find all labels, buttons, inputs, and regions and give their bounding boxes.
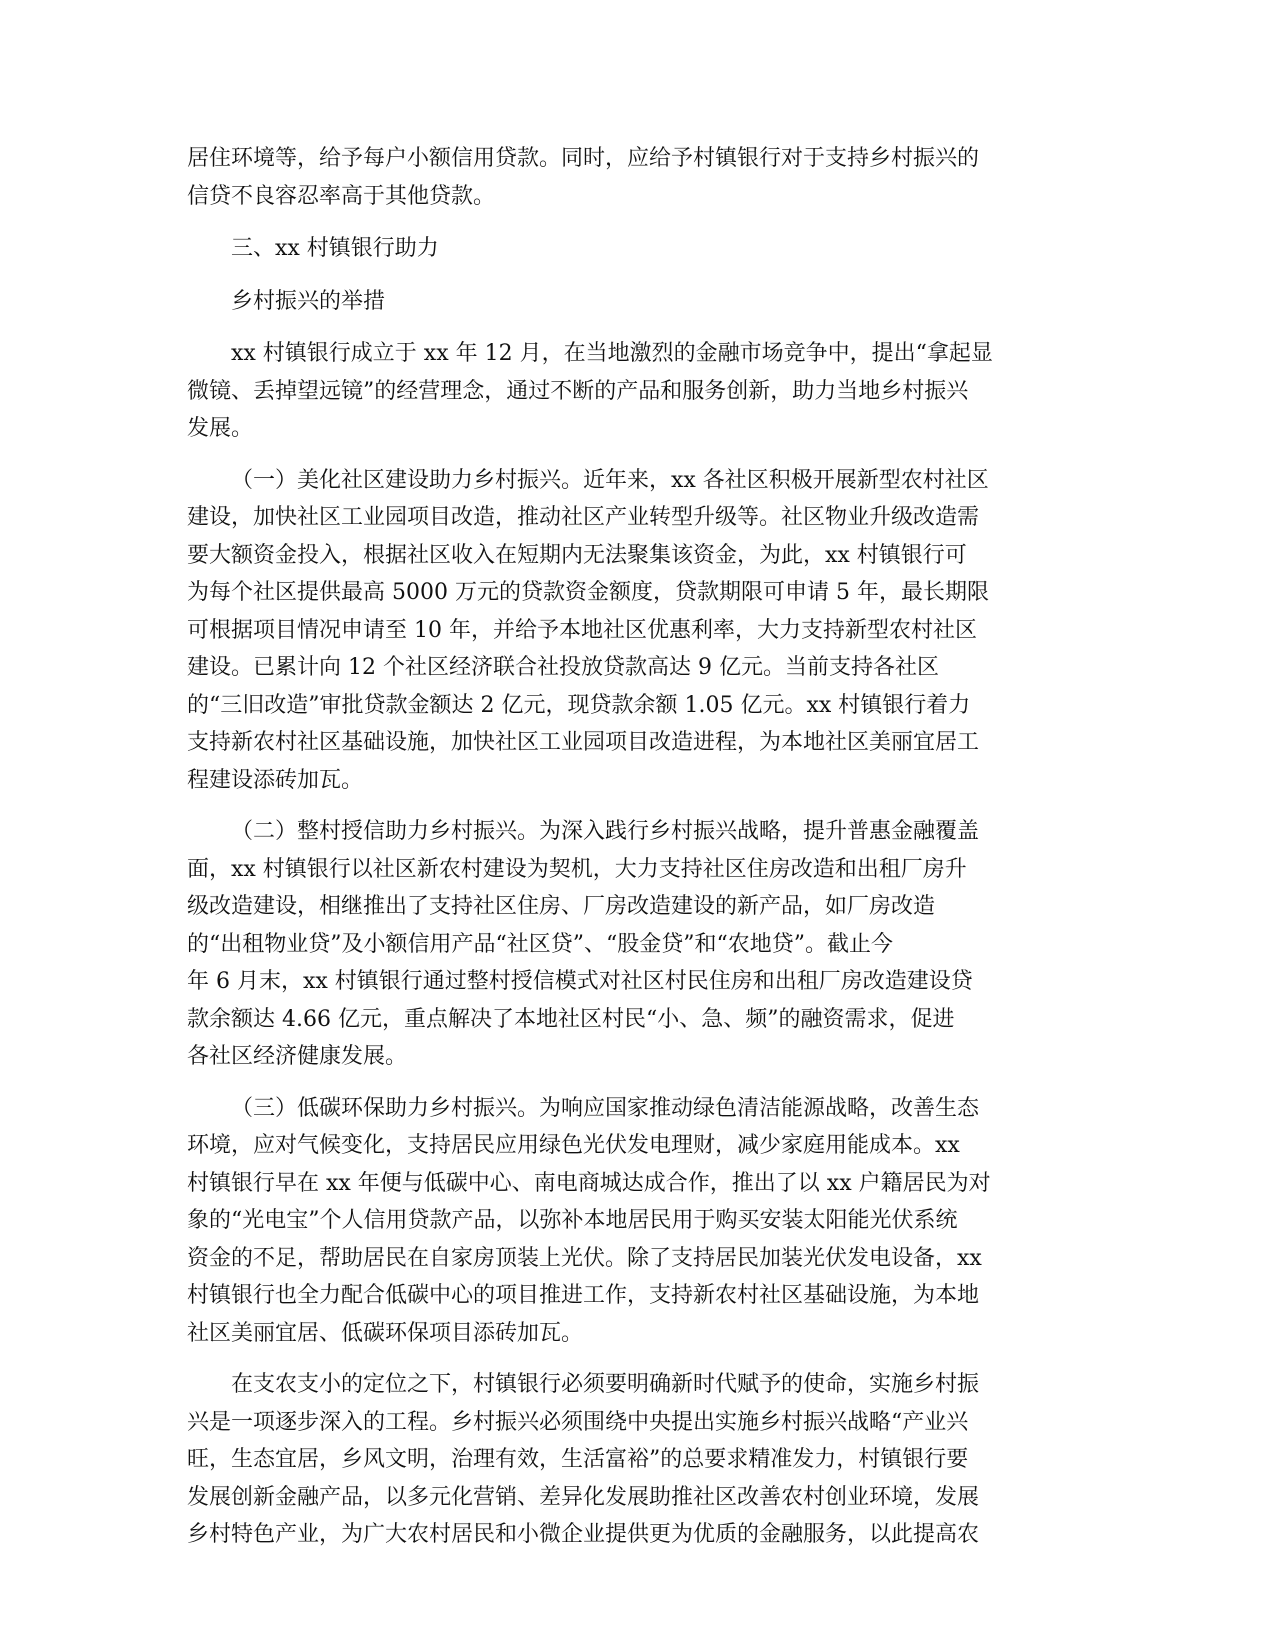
paragraph-bank-intro [187,335,1087,448]
text-line: 级改造建设，相继推出了支持社区住房、厂房改造建设的新产品，如厂房改造 [187,894,936,919]
text-line: 乡村特色产业，为广大农村居民和小微企业提供更为优质的金融服务，以此提高农 [187,1522,980,1547]
section-heading-text: 乡村振兴的举措 [231,288,386,314]
text-line: 旺，生态宜居，乡风文明，治理有效，生活富裕”的总要求精准发力，村镇银行要 [187,1447,969,1472]
text-line: 资金的不足，帮助居民在自家房顶装上光伏。除了支持居民加装光伏发电设备，xx [187,1245,982,1271]
text-line: 面，xx 村镇银行以社区新农村建设为契机，大力支持社区住房改造和出租厂房升 [187,856,967,882]
text-line: 微镜、丢掉望远镜”的经营理念，通过不断的产品和服务创新，助力当地乡村振兴 [187,378,969,404]
paragraph-conclusion [187,1366,1087,1554]
text-line: 的“出租物业贷”及小额信用产品“社区贷”、“股金贷”和“农地贷”。截止今 [187,931,893,957]
paragraph-continuation [187,140,1087,215]
text-line: 兴是一项逐步深入的工程。乡村振兴必须围绕中央提出实施乡村振兴战略“产业兴 [187,1409,969,1435]
text-line: 象的“光电宝”个人信用贷款产品，以弥补本地居民用于购买安装太阳能光伏系统 [187,1208,958,1233]
text-line: 的“三旧改造”审批贷款金额达 2 亿元，现贷款余额 1.05 亿元。xx 村镇银行着力 [187,692,971,718]
text-line: 居住环境等，给予每户小额信用贷款。同时，应给予村镇银行对于支持乡村振兴的 [187,146,980,171]
text-line: 各社区经济健康发展。 [187,1044,408,1069]
text-line: 年 6 月末，xx 村镇银行通过整村授信模式对社区村民住房和出租厂房改造建设贷 [187,969,973,994]
text-line: 村镇银行早在 xx 年便与低碳中心、南电商城达成合作，推出了以 xx 户籍居民为对 [187,1170,991,1196]
text-line: 村镇银行也全力配合低碳中心的项目推进工作，支持新农村社区基础设施，为本地 [187,1283,980,1308]
text-line: 发展。 [187,416,254,441]
paragraph-village-credit [187,813,1087,1076]
text-line: 建设，加快社区工业园项目改造，推动社区产业转型升级等。社区物业升级改造需 [187,505,980,530]
text-line: 要大额资金投入，根据社区收入在短期内无法聚集该资金，为此，xx 村镇银行可 [187,542,967,568]
text-line: 建设。已累计向 12 个社区经济联合社投放贷款高达 9 亿元。当前支持各社区 [187,655,939,680]
text-line: 款余额达 4.66 亿元，重点解决了本地社区村民“小、急、频”的融资需求，促进 [187,1006,955,1032]
text-line: （二）整村授信助力乡村振兴。为深入践行乡村振兴战略，提升普惠金融覆盖 [231,819,980,844]
section-heading-continuation [187,283,1087,321]
text-line: 信贷不良容忍率高于其他贷款。 [187,183,496,209]
text-line: 程建设添砖加瓦。 [187,767,364,793]
text-line: 社区美丽宜居、低碳环保项目添砖加瓦。 [187,1320,584,1346]
text-line: （一）美化社区建设助力乡村振兴。近年来，xx 各社区积极开展新型农村社区 [231,467,989,493]
document-page [187,140,1087,1554]
text-line: 可根据项目情况申请至 10 年，并给予本地社区优惠利率，大力支持新型农村社区 [187,617,977,643]
section-heading-text: 三、xx 村镇银行助力 [231,236,439,261]
text-line: （三）低碳环保助力乡村振兴。为响应国家推动绿色清洁能源战略，改善生态 [231,1095,980,1121]
text-line: 为每个社区提供最高 5000 万元的贷款资金额度，贷款期限可申请 5 年，最长期限 [187,580,989,605]
text-line: 环境，应对气候变化，支持居民应用绿色光伏发电理财，减少家庭用能成本。xx [187,1133,960,1158]
text-line: 支持新农村社区基础设施，加快社区工业园项目改造进程，为本地社区美丽宜居工 [187,730,980,755]
text-line: xx 村镇银行成立于 xx 年 12 月，在当地激烈的金融市场竞争中，提出“拿起显 [231,341,993,366]
text-line: 发展创新金融产品，以多元化营销、差异化发展助推社区改善农村创业环境，发展 [187,1484,980,1510]
paragraph-community-construction [187,462,1087,800]
text-line: 在支农支小的定位之下，村镇银行必须要明确新时代赋予的使命，实施乡村振 [231,1372,980,1397]
paragraph-low-carbon [187,1090,1087,1353]
section-heading [187,230,1087,268]
